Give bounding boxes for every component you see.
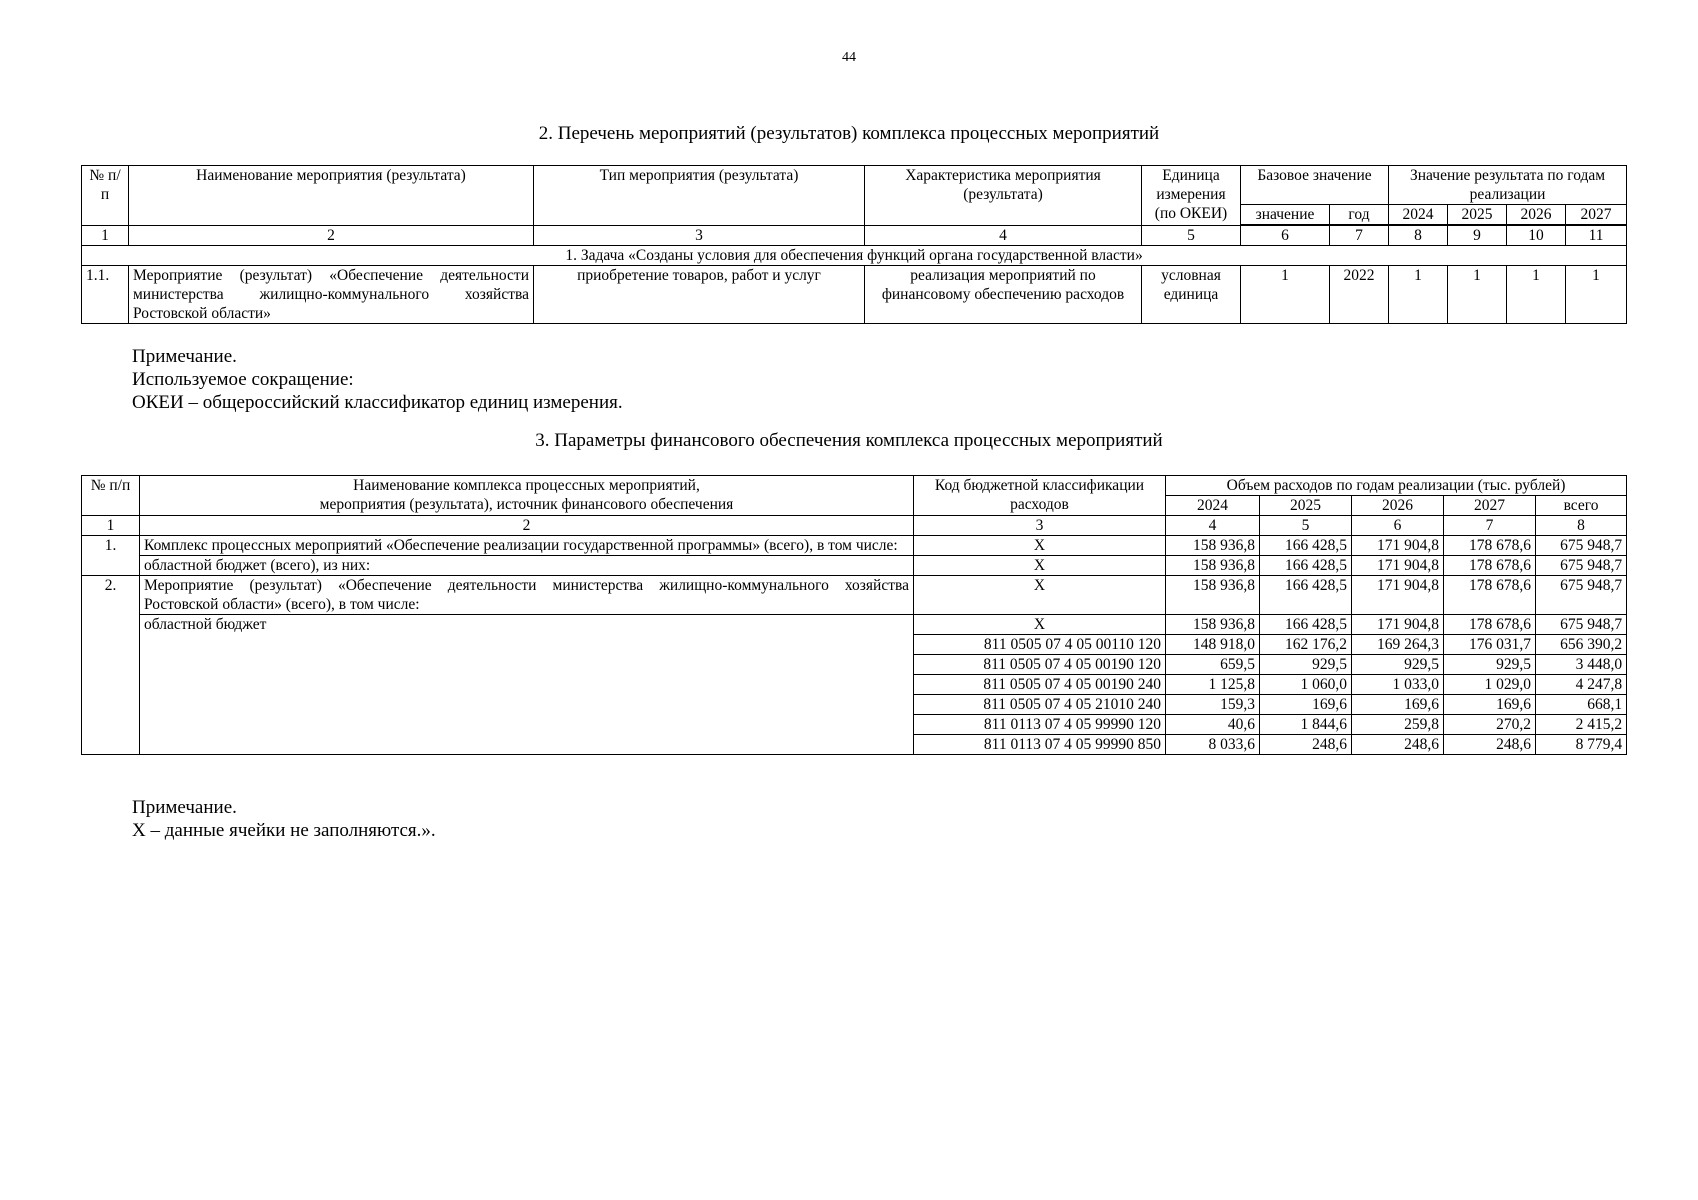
table-row [82, 266, 1627, 324]
row-2024: 159,3 [1166, 695, 1260, 715]
table-row [82, 576, 1627, 615]
row-type: приобретение товаров, работ и услуг [534, 266, 865, 324]
col-name-header: Наименование мероприятия (результата) [129, 166, 534, 226]
row-2024: 1 [1389, 266, 1448, 324]
row-code: 811 0505 07 4 05 00190 240 [914, 675, 1166, 695]
row-2025: 166 428,5 [1260, 576, 1352, 615]
row-code: Х [914, 576, 1166, 615]
col-number: 1 [82, 516, 140, 536]
row-unit: условная единица [1142, 266, 1241, 324]
row-2024: 148 918,0 [1166, 635, 1260, 655]
row-2025: 166 428,5 [1260, 615, 1352, 635]
column-number-row [82, 225, 1627, 246]
task-row [82, 246, 1627, 266]
section3-title: 3. Параметры финансового обеспечения комплекса процессных мероприятий [535, 430, 1163, 451]
col-name-header-line: Наименование комплекса процессных мероприятий, [353, 477, 700, 494]
col-number: 3 [534, 225, 865, 246]
row-2025: 166 428,5 [1260, 556, 1352, 576]
col-2025-header: 2025 [1260, 496, 1352, 516]
row-2025: 169,6 [1260, 695, 1352, 715]
col-year-header: год [1330, 205, 1389, 226]
row-total: 4 247,8 [1536, 675, 1627, 695]
note-abbreviations [132, 345, 623, 414]
row-2027: 1 029,0 [1444, 675, 1536, 695]
row-total: 675 948,7 [1536, 576, 1627, 615]
col-number: 8 [1389, 225, 1448, 246]
col-name-header-line: мероприятия (результата), источник финансового обеспечения [319, 496, 734, 513]
task-title: 1. Задача «Созданы условия для обеспечения функций органа государственной власти» [82, 246, 1627, 266]
row-num: 1. [82, 536, 140, 576]
row-2026: 169 264,3 [1352, 635, 1444, 655]
col-number: 3 [914, 516, 1166, 536]
row-name: областной бюджет (всего), из них: [140, 556, 914, 576]
row-2026: 259,8 [1352, 715, 1444, 735]
row-base-year: 2022 [1330, 266, 1389, 324]
row-2026: 171 904,8 [1352, 576, 1444, 615]
row-2025: 1 [1448, 266, 1507, 324]
row-name: областной бюджет [140, 615, 914, 755]
note-line: Х – данные ячейки не заполняются.». [132, 820, 436, 841]
row-code: Х [914, 556, 1166, 576]
activities-table [81, 165, 1627, 324]
table-row [82, 556, 1627, 576]
col-base-header: Базовое значение [1241, 166, 1389, 205]
row-code: 811 0113 07 4 05 99990 120 [914, 715, 1166, 735]
row-2027: 176 031,7 [1444, 635, 1536, 655]
row-total: 675 948,7 [1536, 556, 1627, 576]
col-2024-header: 2024 [1166, 496, 1260, 516]
row-2024: 158 936,8 [1166, 536, 1260, 556]
row-code: 811 0505 07 4 05 00190 120 [914, 655, 1166, 675]
col-result-header: Значение результата по годам реализации [1389, 166, 1627, 205]
row-2026: 171 904,8 [1352, 556, 1444, 576]
row-num: 2. [82, 576, 140, 755]
note-title: Примечание. [132, 797, 237, 818]
col-2026-header: 2026 [1507, 205, 1566, 226]
row-2025: 1 844,6 [1260, 715, 1352, 735]
note-x-cells [132, 796, 436, 842]
row-2025: 929,5 [1260, 655, 1352, 675]
row-name: Мероприятие (результат) «Обеспечение деятельности министерства жилищно-коммунального хозяйства Ростовской области» [129, 266, 534, 324]
row-2026: 1 [1507, 266, 1566, 324]
col-number: 4 [1166, 516, 1260, 536]
row-total: 3 448,0 [1536, 655, 1627, 675]
col-2026-header: 2026 [1352, 496, 1444, 516]
col-name-header [140, 476, 914, 516]
row-2024: 8 033,6 [1166, 735, 1260, 755]
row-num: 1.1. [82, 266, 129, 324]
row-2027: 270,2 [1444, 715, 1536, 735]
col-number: 7 [1444, 516, 1536, 536]
row-base-value: 1 [1241, 266, 1330, 324]
row-2026: 169,6 [1352, 695, 1444, 715]
row-total: 675 948,7 [1536, 536, 1627, 556]
note-line: Используемое сокращение: [132, 369, 354, 390]
row-2027: 169,6 [1444, 695, 1536, 715]
row-2027: 1 [1566, 266, 1627, 324]
row-characteristic: реализация мероприятий по финансовому обеспечению расходов [865, 266, 1142, 324]
row-total: 656 390,2 [1536, 635, 1627, 655]
col-type-header: Тип мероприятия (результата) [534, 166, 865, 226]
row-code: Х [914, 615, 1166, 635]
col-2024-header: 2024 [1389, 205, 1448, 226]
row-code: 811 0113 07 4 05 99990 850 [914, 735, 1166, 755]
row-2025: 162 176,2 [1260, 635, 1352, 655]
col-num-header: № п/п [82, 166, 129, 226]
row-2024: 40,6 [1166, 715, 1260, 735]
row-2024: 158 936,8 [1166, 615, 1260, 635]
table-row [82, 615, 1627, 635]
row-2027: 248,6 [1444, 735, 1536, 755]
row-2027: 178 678,6 [1444, 615, 1536, 635]
column-number-row [82, 516, 1627, 536]
row-2026: 171 904,8 [1352, 536, 1444, 556]
row-total: 668,1 [1536, 695, 1627, 715]
row-code: 811 0505 07 4 05 21010 240 [914, 695, 1166, 715]
col-number: 1 [82, 225, 129, 246]
row-2024: 158 936,8 [1166, 556, 1260, 576]
row-name: Комплекс процессных мероприятий «Обеспечение реализации государственной программы» (всего), в том числе: [140, 536, 914, 556]
row-2025: 248,6 [1260, 735, 1352, 755]
financing-table [81, 475, 1627, 755]
col-number: 6 [1352, 516, 1444, 536]
col-2027-header: 2027 [1444, 496, 1536, 516]
col-code-header: Код бюджетной классификации расходов [914, 476, 1166, 516]
col-unit-header: Единица измерения (по ОКЕИ) [1142, 166, 1241, 226]
header-row [82, 476, 1627, 496]
col-num-header: № п/п [82, 476, 140, 516]
col-number: 6 [1241, 225, 1330, 246]
row-total: 8 779,4 [1536, 735, 1627, 755]
row-2024: 158 936,8 [1166, 576, 1260, 615]
col-value-header: значение [1241, 205, 1330, 226]
page-number: 44 [842, 50, 856, 65]
col-number: 5 [1260, 516, 1352, 536]
col-number: 11 [1566, 225, 1627, 246]
col-number: 4 [865, 225, 1142, 246]
col-characteristic-header: Характеристика мероприятия (результата) [865, 166, 1142, 226]
col-number: 7 [1330, 225, 1389, 246]
col-2025-header: 2025 [1448, 205, 1507, 226]
col-volume-header: Объем расходов по годам реализации (тыс. рублей) [1166, 476, 1627, 496]
row-total: 2 415,2 [1536, 715, 1627, 735]
row-2024: 659,5 [1166, 655, 1260, 675]
row-2027: 178 678,6 [1444, 556, 1536, 576]
col-number: 10 [1507, 225, 1566, 246]
row-2026: 248,6 [1352, 735, 1444, 755]
col-total-header: всего [1536, 496, 1627, 516]
row-2027: 178 678,6 [1444, 536, 1536, 556]
row-total: 675 948,7 [1536, 615, 1627, 635]
col-number: 2 [129, 225, 534, 246]
note-line: ОКЕИ – общероссийский классификатор единиц измерения. [132, 392, 623, 413]
col-number: 2 [140, 516, 914, 536]
row-code: 811 0505 07 4 05 00110 120 [914, 635, 1166, 655]
row-code: Х [914, 536, 1166, 556]
row-2027: 178 678,6 [1444, 576, 1536, 615]
col-2027-header: 2027 [1566, 205, 1627, 226]
row-2027: 929,5 [1444, 655, 1536, 675]
row-2026: 929,5 [1352, 655, 1444, 675]
col-number: 5 [1142, 225, 1241, 246]
row-2024: 1 125,8 [1166, 675, 1260, 695]
row-name: Мероприятие (результат) «Обеспечение деятельности министерства жилищно-коммунального хозяйства Ростовской области» (всего), в том числе: [140, 576, 914, 615]
row-2025: 1 060,0 [1260, 675, 1352, 695]
note-title: Примечание. [132, 346, 237, 367]
row-2026: 1 033,0 [1352, 675, 1444, 695]
table-row [82, 536, 1627, 556]
row-2026: 171 904,8 [1352, 615, 1444, 635]
section2-title: 2. Перечень мероприятий (результатов) комплекса процессных мероприятий [538, 123, 1160, 144]
row-2025: 166 428,5 [1260, 536, 1352, 556]
col-number: 8 [1536, 516, 1627, 536]
col-number: 9 [1448, 225, 1507, 246]
